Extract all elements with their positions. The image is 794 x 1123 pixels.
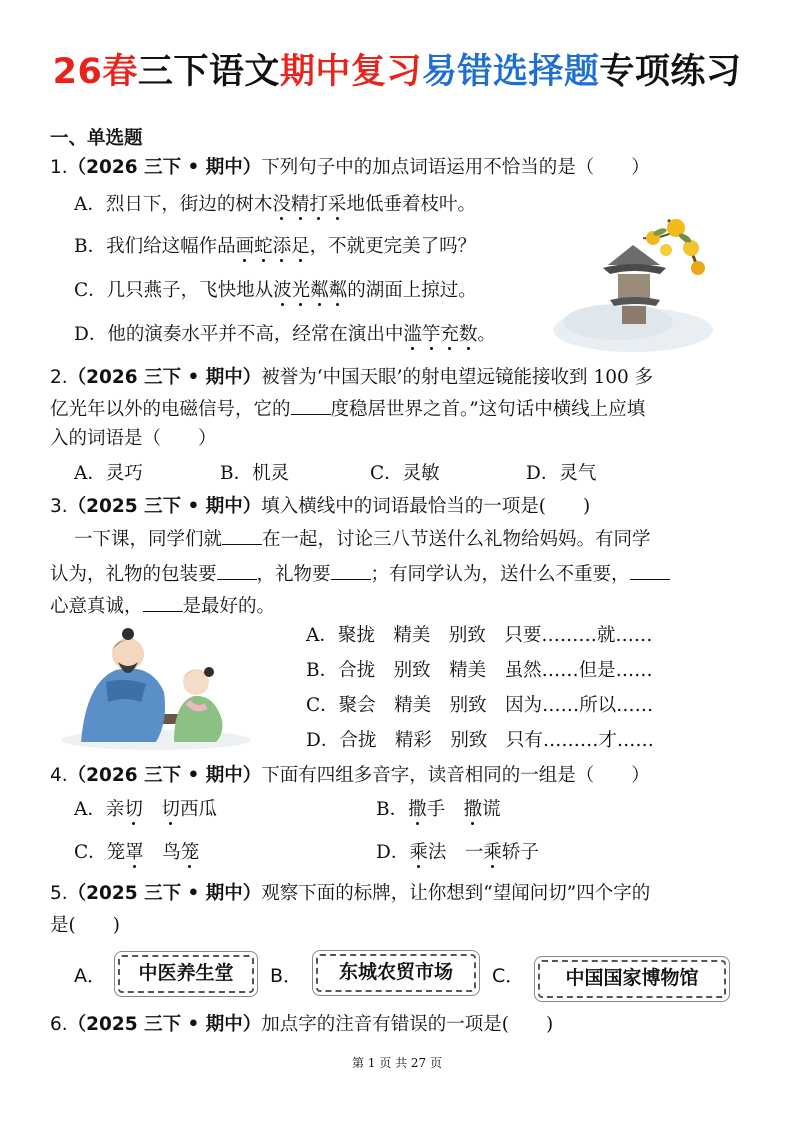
option-text: C．几只燕子，飞快地从 (74, 280, 274, 301)
dotted-char: 撒 (463, 799, 483, 820)
passage-text: 心意真诚， (50, 596, 143, 617)
dotted-char: 精 (290, 194, 310, 215)
passage-text: 一下课，同学们就 (74, 529, 223, 550)
dotted-char: 粼 (328, 280, 348, 301)
q1-option-d[interactable] (74, 322, 496, 348)
teacher-child-illustration (56, 622, 256, 752)
option-label: C． (74, 842, 107, 863)
q3-option-a[interactable]: A．聚拢 精美 别致 只要………就…… (306, 625, 653, 646)
option-text: 西瓜 (179, 799, 217, 820)
dotted-char: 采 (327, 194, 347, 215)
sign-chinese-medicine-hall[interactable]: 中医养生堂 (118, 955, 254, 993)
fill-blank[interactable] (222, 526, 262, 545)
option-text: 鸟 (143, 842, 181, 863)
title-part-blue: 易错选择题 (421, 52, 600, 92)
dotted-char: 画 (235, 236, 255, 257)
question-6 (50, 1012, 553, 1038)
title-part-black-2: 专项练习 (599, 52, 742, 92)
sign-national-museum[interactable]: 中国国家博物馆 (538, 960, 726, 998)
q2-option-a[interactable]: A．灵巧 (74, 463, 143, 484)
question-stem: 度稳居世界之首。”这句话中横线上应填 (330, 399, 646, 420)
title-part-black: 三下语文 (137, 52, 280, 92)
q2-option-b[interactable]: B．机灵 (220, 463, 290, 484)
footer-text: 第 (351, 1056, 364, 1070)
section-heading: 一、单选题 (50, 128, 143, 149)
passage-text: ，礼物要 (256, 564, 331, 585)
q1-option-a[interactable] (74, 192, 476, 218)
dotted-char: 滥 (403, 324, 422, 345)
dotted-char: 波 (273, 280, 292, 301)
q3-option-d[interactable]: D．合拢 精彩 别致 只有………才…… (306, 730, 654, 751)
question-tag: （2025 三下 • 期中） (67, 496, 262, 517)
option-label: B． (376, 799, 409, 820)
q5-option-b-label[interactable]: B． (270, 965, 303, 987)
question-stem: 下面有四组多音字，读音相同的一组是（ ） (261, 765, 650, 786)
question-stem: 填入横线中的词语最恰当的一项是( ) (261, 496, 591, 517)
dotted-char: 撒 (408, 799, 427, 820)
fill-blank[interactable] (291, 396, 331, 415)
q2-options (74, 461, 596, 487)
dotted-char: 切 (124, 799, 143, 820)
question-2 (50, 365, 653, 391)
option-text: 手 (426, 799, 464, 820)
fill-blank[interactable] (143, 593, 183, 612)
question-tag: （2026 三下 • 期中） (67, 157, 262, 178)
q3-passage-line-3 (50, 593, 275, 620)
page-footer (0, 1054, 794, 1071)
question-stem: 下列句子中的加点词语运用不恰当的是（ ） (261, 157, 650, 178)
option-label: A． (74, 799, 106, 820)
passage-text: 是最好的。 (182, 596, 276, 617)
question-tag: （2026 三下 • 期中） (67, 367, 262, 388)
dotted-char: 乘 (409, 842, 428, 863)
q5-option-c-label[interactable]: C． (492, 965, 525, 987)
dotted-char: 添 (272, 236, 292, 257)
dotted-char: 罩 (125, 842, 144, 863)
option-text: A．烈日下，街边的树木 (74, 194, 273, 215)
option-text: ，不就更完美了吗？ (309, 236, 477, 257)
title-part-red: 26春 (52, 52, 138, 92)
question-3 (50, 494, 590, 520)
q4-option-a[interactable] (74, 797, 217, 823)
question-number: 2. (50, 367, 68, 388)
question-tag: （2026 三下 • 期中） (67, 765, 262, 786)
q3-passage-line-2 (50, 561, 670, 588)
question-number: 1. (50, 157, 68, 178)
footer-page-number: 1 (367, 1056, 376, 1070)
question-stem: 被誉为‘中国天眼’的射电望远镜能接收到 100 多 (261, 367, 654, 388)
option-text: B．我们给这幅作品 (74, 236, 236, 257)
option-text: 谎 (482, 799, 501, 820)
q3-passage-line-1 (74, 526, 651, 553)
q4-option-d[interactable] (376, 840, 539, 866)
question-stem: 亿光年以外的电磁信号，它的 (50, 399, 291, 420)
question-4 (50, 763, 650, 789)
footer-text: 页 共 (379, 1056, 408, 1070)
option-text: 。 (477, 324, 496, 345)
dotted-char: 切 (161, 799, 180, 820)
dotted-char: 粼 (310, 280, 329, 301)
dotted-char: 数 (458, 324, 478, 345)
dotted-char: 笼 (180, 842, 200, 863)
q5-option-a-label[interactable]: A． (74, 965, 106, 987)
q4-option-b[interactable] (376, 797, 501, 823)
q3-option-c[interactable]: C．聚会 精美 别致 因为……所以…… (306, 695, 654, 716)
q2-stem-line-2 (50, 396, 645, 423)
question-5 (50, 881, 650, 907)
q1-option-b[interactable] (74, 234, 476, 260)
question-tag: （2025 三下 • 期中） (67, 883, 262, 904)
question-stem: 观察下面的标牌，让你想到“望闻问切”四个字的 (261, 883, 651, 904)
question-number: 5. (50, 883, 68, 904)
question-stem: 加点字的注音有错误的一项是( ) (261, 1014, 554, 1035)
dotted-char: 光 (291, 280, 311, 301)
dotted-char: 没 (272, 194, 291, 215)
option-text: 的湖面上掠过。 (347, 280, 477, 301)
footer-total-pages: 27 (410, 1056, 427, 1070)
fill-blank[interactable] (630, 561, 670, 580)
q1-option-c[interactable] (74, 278, 477, 304)
title-part-red-2: 期中复习 (279, 52, 422, 92)
dotted-char: 竽 (421, 324, 441, 345)
q2-stem-line-3: 入的词语是（ ） (50, 428, 217, 449)
dotted-char: 足 (291, 236, 310, 257)
passage-text: 在一起，讨论三八节送什么礼物给妈妈。有同学 (262, 529, 651, 550)
dotted-char: 蛇 (254, 236, 273, 257)
q2-option-d[interactable]: D．灵气 (526, 463, 597, 484)
fill-blank[interactable] (331, 561, 371, 580)
dotted-char: 打 (309, 194, 328, 215)
question-number: 4. (50, 765, 68, 786)
question-number: 3. (50, 496, 68, 517)
q3-option-b[interactable]: B．合拢 别致 精美 虽然……但是…… (306, 660, 653, 681)
option-text (143, 799, 162, 820)
option-label: D． (376, 842, 410, 863)
sign-farmers-market[interactable]: 东城农贸市场 (316, 954, 476, 992)
question-tag: （2025 三下 • 期中） (67, 1014, 262, 1035)
q5-stem-line-2: 是( ) (50, 915, 120, 936)
q2-option-c[interactable]: C．灵敏 (370, 463, 440, 484)
question-number: 6. (50, 1014, 68, 1035)
option-text: D．他的演奏水平并不高，经常在演出中 (74, 324, 404, 345)
page-title (0, 44, 794, 94)
q4-option-c[interactable] (74, 840, 199, 866)
passage-text: 认为，礼物的包装要 (50, 564, 217, 585)
option-text: 法 一 (427, 842, 484, 863)
fill-blank[interactable] (217, 561, 257, 580)
option-text: 笼 (106, 842, 126, 863)
dotted-char: 充 (440, 324, 459, 345)
dotted-char: 乘 (483, 842, 502, 863)
passage-text: ；有同学认为，送什么不重要， (370, 564, 630, 585)
footer-text: 页 (430, 1056, 443, 1070)
option-text: 亲 (105, 799, 125, 820)
question-1 (50, 155, 650, 181)
pavilion-flowers-illustration (548, 210, 718, 358)
option-text: 地低垂着枝叶。 (346, 194, 476, 215)
option-text: 轿子 (501, 842, 539, 863)
